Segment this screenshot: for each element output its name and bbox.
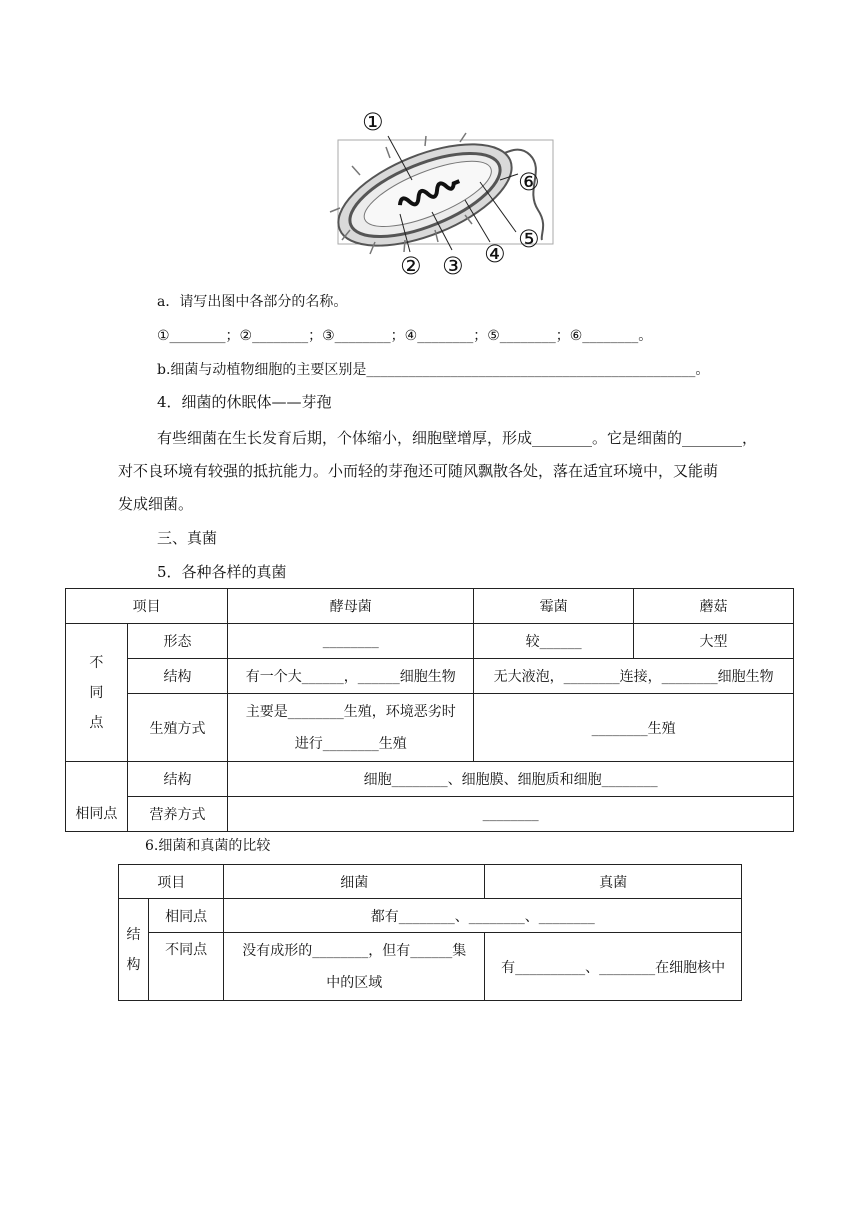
section-4-line-2: 对不良环境有较强的抵抗能力。小而轻的芽孢还可随风飘散各处，落在适宜环境中，又能萌 <box>118 462 719 480</box>
table-row <box>66 624 794 659</box>
same-label: 相同点 <box>148 899 224 933</box>
yeast-repro-line-1: 主要是________生殖，环境恶劣时 <box>245 703 456 720</box>
section-4-heading: 4．细菌的休眠体——芽孢 <box>157 393 332 411</box>
section-6-heading: 6.细菌和真菌的比较 <box>145 838 271 854</box>
header-item: 项目 <box>66 589 228 624</box>
section-4-line-3: 发成细菌。 <box>118 495 194 513</box>
bacteria-figure <box>320 100 580 280</box>
struct-char-2: 构 <box>126 956 141 973</box>
question-a-prompt: a．请写出图中各部分的名称。 <box>157 294 348 310</box>
nutrition-value: ________ <box>228 797 794 832</box>
bacteria-diff <box>224 933 485 1001</box>
header-mold: 霉菌 <box>474 589 634 624</box>
diff-char-1: 不 <box>89 654 104 671</box>
fungi-diff: 有__________、________在细胞核中 <box>485 933 742 1001</box>
table-row <box>66 762 794 797</box>
same-structure-label: 结构 <box>127 762 228 797</box>
table-row <box>119 865 742 899</box>
structure-label <box>119 899 149 1001</box>
mold-mushroom-structure: 无大液泡，________连接，________细胞生物 <box>474 659 794 694</box>
section-5-heading: 5．各种各样的真菌 <box>157 563 287 581</box>
yeast-repro-line-2: 进行________生殖 <box>294 735 407 752</box>
header-fungi: 真菌 <box>485 865 742 899</box>
table-row <box>66 797 794 832</box>
yeast-shape: ________ <box>228 624 474 659</box>
figure-label-1: ① <box>362 108 384 136</box>
yeast-structure: 有一个大______，______细胞生物 <box>228 659 474 694</box>
table-row <box>66 589 794 624</box>
bacteria-fungi-table <box>118 864 742 1001</box>
diff-char-3: 点 <box>89 714 104 731</box>
section-4-line-1: 有些细菌在生长发育后期，个体缩小，细胞壁增厚，形成________。它是细菌的________， <box>157 429 758 447</box>
figure-label-2: ② <box>400 252 422 280</box>
section-3-heading: 三、真菌 <box>157 529 218 547</box>
shape-label: 形态 <box>127 624 228 659</box>
table-row <box>66 659 794 694</box>
header-mushroom: 蘑菇 <box>634 589 794 624</box>
table-row <box>119 933 742 1001</box>
structure-label: 结构 <box>127 659 228 694</box>
bacteria-diff-line-1: 没有成形的________，但有______集 <box>242 942 467 959</box>
header-bacteria: 细菌 <box>224 865 485 899</box>
diff-char-2: 同 <box>89 684 104 701</box>
diff-points-label <box>66 624 128 762</box>
header-item: 项目 <box>119 865 224 899</box>
question-a-answers: ①________；②________；③________；④________；⑤________；⑥________。 <box>157 328 653 344</box>
figure-label-3: ③ <box>442 252 464 280</box>
figure-label-4: ④ <box>484 240 506 268</box>
fungi-table <box>65 588 794 832</box>
mushroom-shape: 大型 <box>634 624 794 659</box>
same-value: 都有________、________、________ <box>224 899 742 933</box>
bacteria-diff-line-2: 中的区域 <box>326 974 383 991</box>
mold-mushroom-repro: ________生殖 <box>474 694 794 762</box>
same-structure-value: 细胞________、细胞膜、细胞质和细胞________ <box>228 762 794 797</box>
struct-char-1: 结 <box>126 926 141 943</box>
same-points-label: 相同点 <box>66 762 128 832</box>
question-b: b.细菌与动植物细胞的主要区别是_______________________________________________。 <box>157 362 710 378</box>
diff-label: 不同点 <box>148 933 224 1001</box>
figure-label-6: ⑥ <box>518 168 540 196</box>
yeast-repro <box>228 694 474 762</box>
table-row <box>66 694 794 762</box>
repro-label: 生殖方式 <box>127 694 228 762</box>
table-row <box>119 899 742 933</box>
nutrition-label: 营养方式 <box>127 797 228 832</box>
mold-shape: 较______ <box>474 624 634 659</box>
figure-label-5: ⑤ <box>518 225 540 253</box>
header-yeast: 酵母菌 <box>228 589 474 624</box>
